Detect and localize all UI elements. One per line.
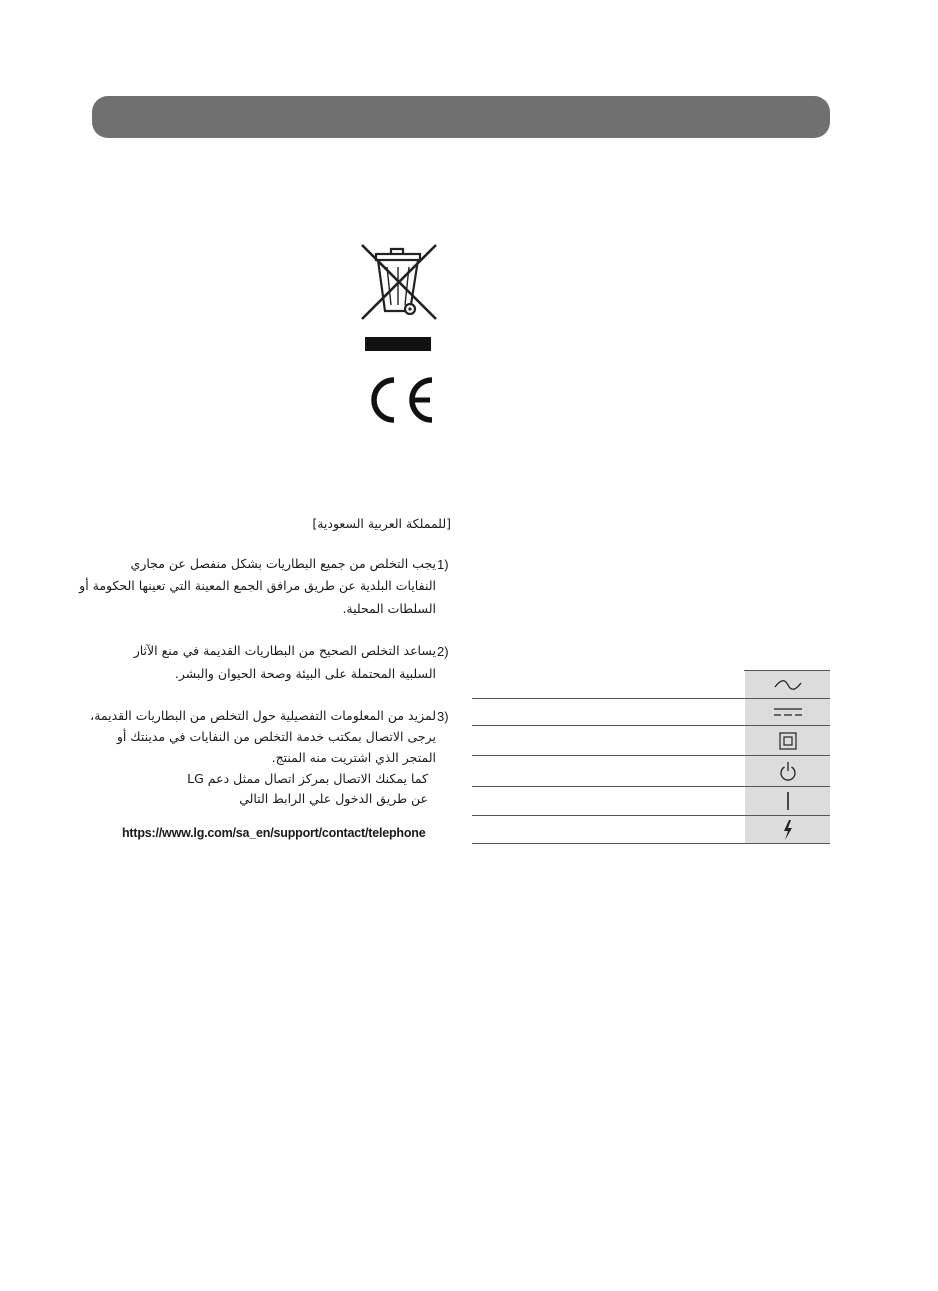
symbol-row-dc-description: [472, 699, 744, 725]
crossed-out-wheelie-bin-icon: [360, 243, 438, 353]
symbol-row-hazard: [472, 816, 830, 844]
item-3-number: 3): [437, 709, 449, 724]
symbol-cell: [745, 671, 830, 698]
item-1-line-2: النفايات البلدية عن طريق مرافق الجمع المعينة التي تعينها الحكومة أو: [79, 578, 436, 593]
symbol-row-power-on-description: [472, 787, 744, 815]
saudi-heading: [للمملكة العربية السعودية]: [312, 516, 451, 531]
item-2-line-1: يساعد التخلص الصحيح من البطاريات القديمة في منع الآثار: [133, 643, 436, 658]
symbol-cell: [745, 699, 830, 725]
direct-current-icon: [773, 706, 803, 718]
item-3-line-5: عن طريق الدخول علي الرابط التالي: [239, 791, 428, 806]
item-2-line-2: السلبية المحتملة على البيئة وصحة الحيوان والبشر.: [174, 666, 436, 681]
symbol-cell: [745, 787, 830, 815]
symbol-row-ac: [472, 671, 830, 699]
item-2-number: 2): [437, 644, 449, 659]
symbol-cell: [745, 756, 830, 786]
item-1-line-1: يجب التخلص من جميع البطاريات بشكل منفصل عن مجاري: [130, 556, 436, 571]
symbol-cell: [745, 816, 830, 843]
standby-power-icon: [779, 761, 797, 781]
symbol-row-power-on: [472, 787, 830, 816]
symbol-row-class-ii-description: [472, 726, 744, 755]
symbol-cell: [745, 726, 830, 755]
item-3-line-1: لمزيد من المعلومات التفصيلية حول التخلص من البطاريات القديمة،: [90, 708, 436, 723]
alternating-current-icon: [773, 678, 803, 692]
item-3-line-2: يرجى الاتصال بمكتب خدمة التخلص من النفايات في مدينتك أو: [116, 729, 436, 744]
symbol-table: [472, 671, 830, 844]
ce-mark-icon: [360, 372, 438, 428]
class-ii-double-insulation-icon: [779, 732, 797, 750]
item-1-number: 1): [437, 557, 449, 572]
lg-support-link[interactable]: https://www.lg.com/sa_en/support/contact/telephone: [122, 826, 426, 840]
symbol-row-hazard-description: [472, 816, 744, 843]
item-1-line-3: السلطات المحلية.: [342, 601, 436, 616]
symbol-row-class-ii: [472, 726, 830, 756]
power-on-icon: [785, 791, 791, 811]
symbol-row-standby: [472, 756, 830, 787]
item-3-line-4: كما يمكنك الاتصال بمركز اتصال ممثل دعم LG: [187, 771, 428, 786]
symbol-row-dc: [472, 699, 830, 726]
section-header-bar: [92, 96, 830, 138]
item-3-line-3: المتجر الذي اشتريت منه المنتج.: [271, 750, 436, 765]
symbol-row-standby-description: [472, 756, 744, 786]
hazardous-voltage-icon: [781, 819, 795, 841]
symbol-row-ac-description: [472, 671, 744, 698]
